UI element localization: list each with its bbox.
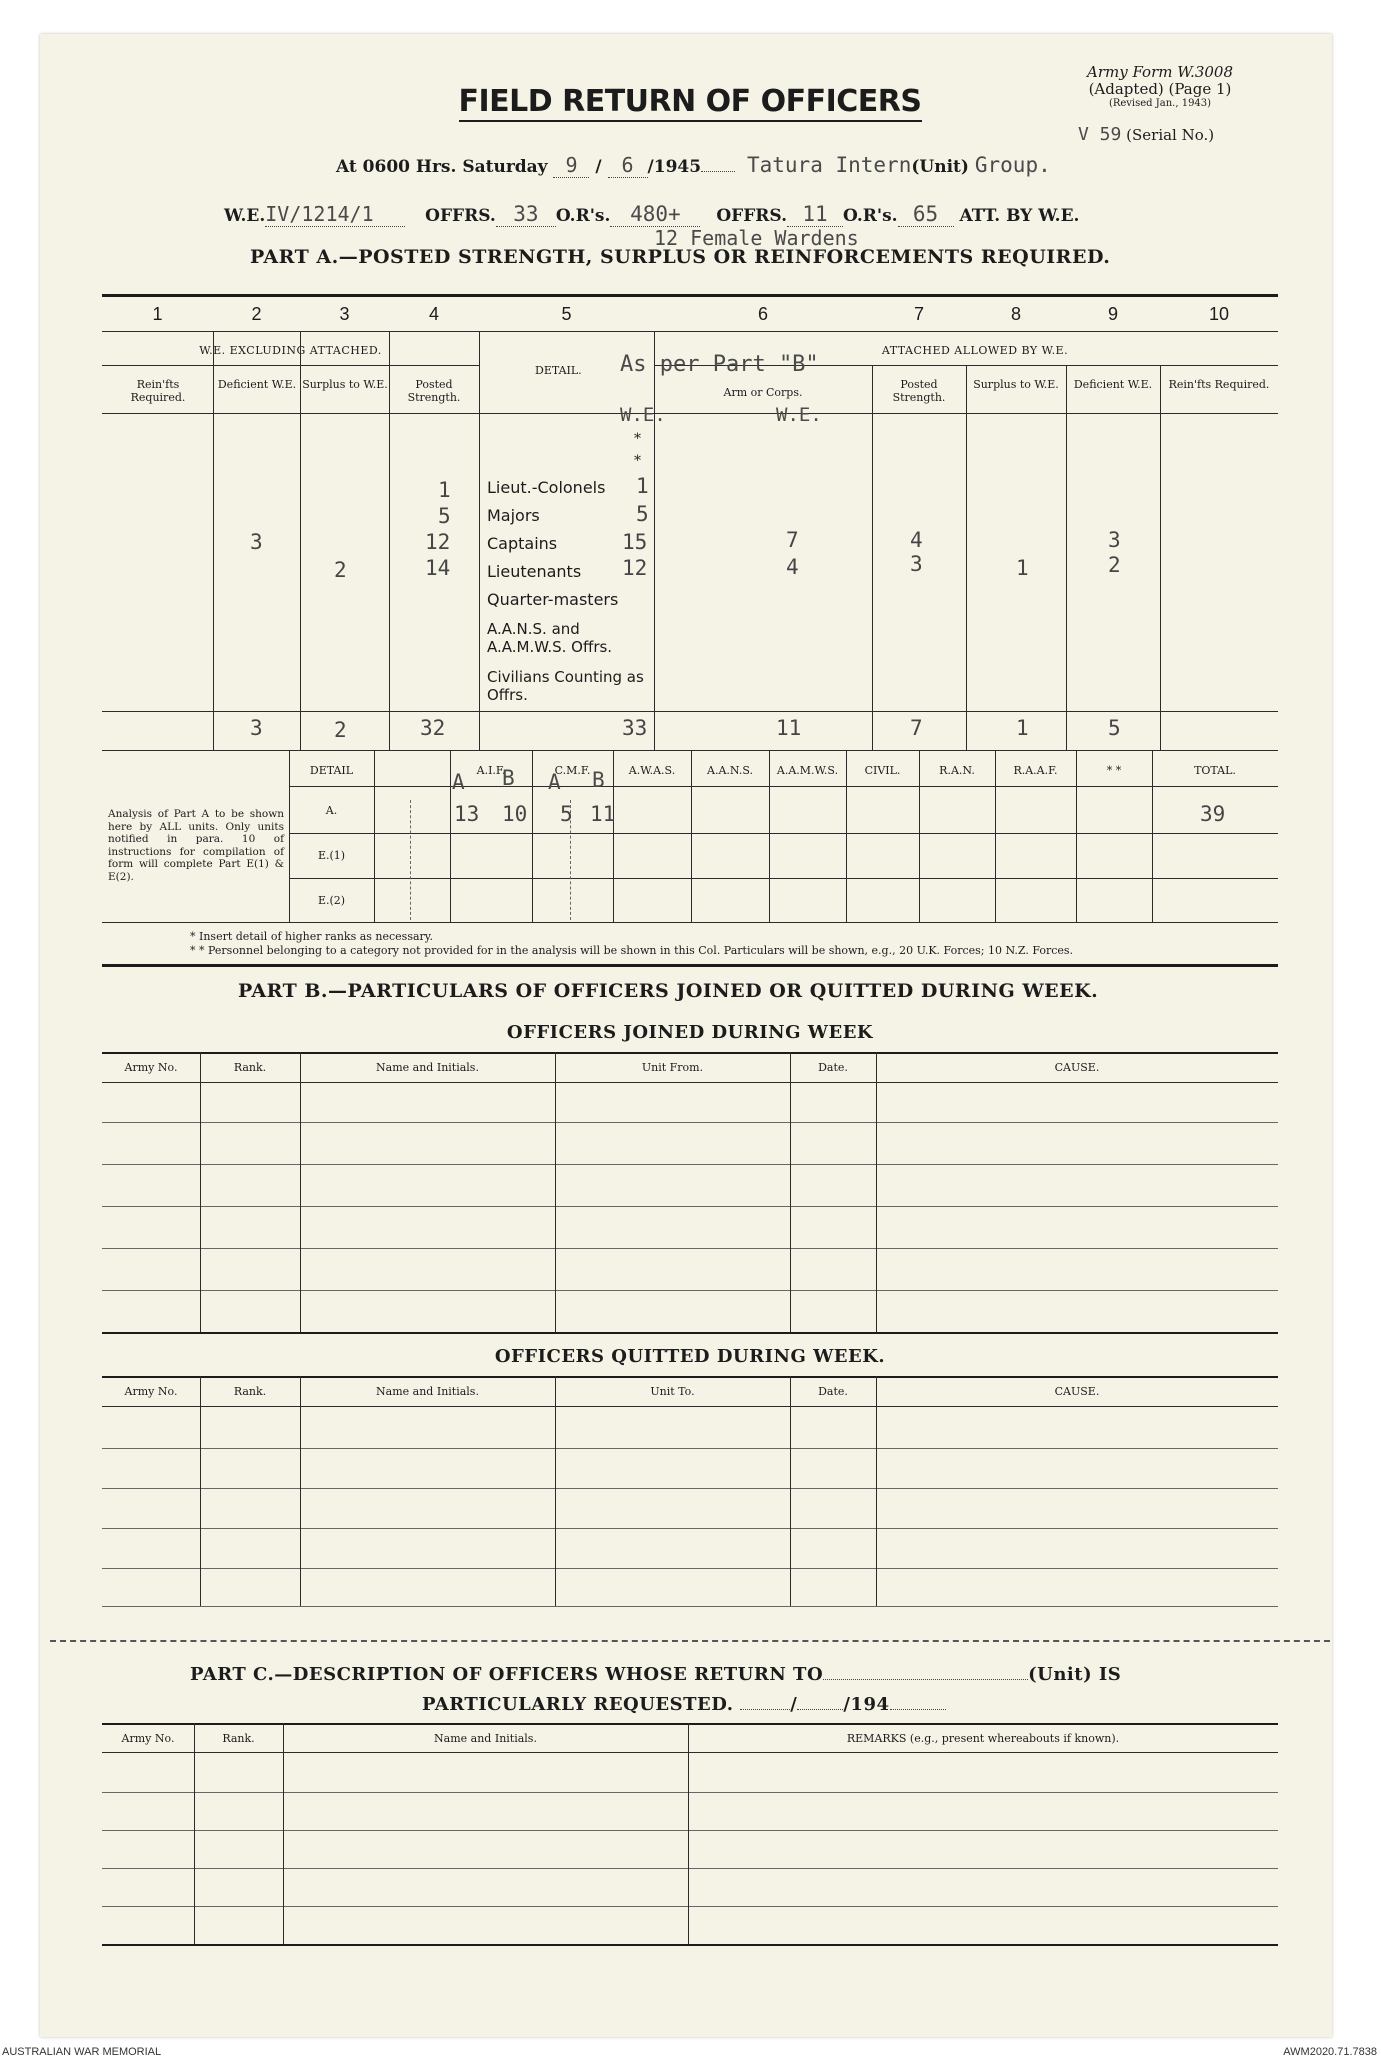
analysis-header: * * bbox=[1106, 764, 1122, 777]
unit-label: (Unit) bbox=[911, 157, 969, 177]
cmf-a-value: 5 bbox=[560, 802, 573, 826]
att-deficient-lieutenants: 2 bbox=[1108, 553, 1121, 577]
quitted-col: CAUSE. bbox=[1054, 1385, 1100, 1398]
analysis-row-label: E.(1) bbox=[317, 849, 346, 862]
part-c-row bbox=[102, 1830, 1278, 1831]
ors2-value: 65 bbox=[898, 202, 954, 227]
rank-label: Civilians Counting as Offrs. bbox=[487, 668, 644, 704]
col-number: 2 bbox=[251, 304, 262, 324]
analysis-header: CIVIL. bbox=[864, 764, 901, 777]
att-label: ATT. BY W.E. bbox=[959, 206, 1080, 226]
part-a-heading: PART A.—POSTED STRENGTH, SURPLUS OR REINFORCEMENTS REQUIRED. bbox=[250, 246, 1111, 268]
quitted-row bbox=[102, 1606, 1278, 1607]
analysis-header: C.M.F. bbox=[554, 764, 591, 777]
posted-lt-col: 1 bbox=[438, 478, 451, 502]
analysis-row-rule bbox=[289, 878, 1278, 879]
joined-row bbox=[102, 1164, 1278, 1165]
unit-typed-end: Group. bbox=[974, 153, 1051, 177]
part-c-row bbox=[102, 1792, 1278, 1793]
att-posted-lieutenants: 3 bbox=[910, 552, 923, 576]
ors-label: O.R's. bbox=[555, 206, 611, 226]
we-major: 5 bbox=[636, 502, 649, 526]
arm-header: Arm or Corps. bbox=[723, 386, 803, 399]
rank-label: A.A.N.S. and A.A.M.W.S. Offrs. bbox=[487, 620, 613, 656]
quitted-v bbox=[300, 1376, 301, 1606]
part-c-top-rule bbox=[102, 1723, 1278, 1725]
analysis-note: Analysis of Part A to be shown here by ALL units. Only units notified in para. 10 of instructions for compilation of form will complete Part E(1) & E(2). bbox=[108, 808, 284, 883]
col-number: 1 bbox=[152, 304, 163, 324]
col-number: 4 bbox=[428, 304, 439, 324]
quitted-v bbox=[555, 1376, 556, 1606]
v4 bbox=[479, 331, 480, 750]
att-we-captains: 7 bbox=[786, 528, 799, 552]
joined-top-rule bbox=[102, 1052, 1278, 1054]
surplus-lieutenants: 2 bbox=[334, 558, 347, 582]
part-a-bottom-rule bbox=[102, 964, 1278, 967]
quitted-row bbox=[102, 1528, 1278, 1529]
subheader-att-deficient: Deficient W.E. bbox=[1073, 378, 1153, 391]
joined-v bbox=[300, 1052, 301, 1332]
joined-row bbox=[102, 1248, 1278, 1249]
quitted-col: Rank. bbox=[233, 1385, 267, 1398]
quitted-v bbox=[790, 1376, 791, 1606]
analysis-header: R.A.N. bbox=[939, 764, 975, 777]
joined-heading: OFFICERS JOINED DURING WEEK bbox=[506, 1022, 874, 1043]
part-c-v bbox=[283, 1723, 284, 1944]
joined-v bbox=[200, 1052, 201, 1332]
total-att-we: 11 bbox=[776, 716, 802, 740]
v2 bbox=[300, 331, 301, 750]
part-c-heading-start: PART C.—DESCRIPTION OF OFFICERS WHOSE RETURN TO bbox=[190, 1664, 824, 1685]
date-month: 6 bbox=[608, 153, 648, 178]
total-posted: 32 bbox=[420, 716, 446, 740]
we-value: IV/1214/1 bbox=[265, 202, 405, 227]
col-number: 6 bbox=[757, 304, 768, 324]
detail-header: DETAIL. bbox=[535, 364, 582, 377]
joined-v bbox=[555, 1052, 556, 1332]
form-ref-line1: Army Form W.3008 bbox=[1087, 63, 1233, 81]
offrs2-value: 11 bbox=[787, 202, 843, 227]
subheader-surplus: Surplus to W.E. bbox=[302, 378, 388, 391]
rank-label: Lieutenants bbox=[487, 562, 582, 581]
v6 bbox=[872, 365, 873, 750]
posted-captains: 12 bbox=[425, 530, 451, 554]
we-lt-col: 1 bbox=[636, 474, 649, 498]
joined-bottom-rule bbox=[102, 1332, 1278, 1334]
quitted-v bbox=[200, 1376, 201, 1606]
we-line bbox=[224, 202, 1079, 227]
quitted-row bbox=[102, 1488, 1278, 1489]
posted-major: 5 bbox=[438, 504, 451, 528]
footer-left: AUSTRALIAN WAR MEMORIAL bbox=[2, 2046, 162, 2058]
we-excl-rule bbox=[102, 365, 479, 366]
joined-col: Date. bbox=[818, 1061, 848, 1074]
aif-split bbox=[410, 800, 411, 920]
serial-number bbox=[1078, 124, 1214, 145]
joined-header-rule bbox=[102, 1082, 1278, 1083]
deficient-captains: 3 bbox=[250, 530, 263, 554]
form-ref-line2: (Adapted) (Page 1) bbox=[1088, 80, 1232, 98]
rank-label: Majors bbox=[487, 506, 540, 525]
footnote-2: * * Personnel belonging to a category not provided for in the analysis will be shown in this Col. Particulars will be shown, e.g., 20 U.K. Forces; 10 N.Z. Forces. bbox=[190, 944, 1074, 957]
part-c-line2: PARTICULARLY REQUESTED. / /194 bbox=[422, 1694, 946, 1715]
part-c-row bbox=[102, 1868, 1278, 1869]
analysis-header: R.A.A.F. bbox=[1013, 764, 1058, 777]
joined-row bbox=[102, 1206, 1278, 1207]
analysis-total-value: 39 bbox=[1200, 802, 1226, 826]
rank-label: Captains bbox=[487, 534, 558, 553]
total-surplus: 2 bbox=[334, 718, 347, 742]
col-number: 7 bbox=[913, 304, 924, 324]
quitted-heading: OFFICERS QUITTED DURING WEEK. bbox=[494, 1346, 886, 1367]
cmf-b-label: B bbox=[592, 768, 605, 792]
joined-col: Name and Initials. bbox=[376, 1061, 479, 1074]
subheader-posted: Posted Strength. bbox=[407, 378, 461, 404]
analysis-row-label: A. bbox=[325, 804, 338, 817]
part-c-header-rule bbox=[102, 1752, 1278, 1753]
part-c-v bbox=[194, 1723, 195, 1944]
we-label: W.E. bbox=[224, 206, 266, 226]
serial-label: (Serial No.) bbox=[1126, 126, 1215, 144]
quitted-col: Army No. bbox=[124, 1385, 178, 1398]
rank-label: Quarter-masters bbox=[487, 590, 619, 609]
col-number: 10 bbox=[1208, 304, 1230, 324]
part-c-col: Army No. bbox=[121, 1732, 175, 1745]
quitted-col: Unit To. bbox=[650, 1385, 695, 1398]
attached-header: ATTACHED ALLOWED BY W.E. bbox=[881, 344, 1069, 357]
subheader-att-posted: Posted Strength. bbox=[892, 378, 946, 404]
unit-typed: Tatura Intern bbox=[746, 153, 912, 177]
total-att-posted: 7 bbox=[910, 716, 923, 740]
aif-b-value: 10 bbox=[502, 802, 528, 826]
date-at-label: At 0600 Hrs. Saturday bbox=[336, 157, 548, 177]
as-per-note: As per Part "B" bbox=[620, 352, 819, 377]
date-year: /1945 bbox=[647, 157, 702, 177]
analysis-bottom-rule bbox=[102, 922, 1278, 923]
att-surplus-lieutenants: 1 bbox=[1016, 556, 1029, 580]
att-we-lieutenants: 4 bbox=[786, 555, 799, 579]
col-number: 9 bbox=[1107, 304, 1118, 324]
part-c-bottom-rule bbox=[102, 1944, 1278, 1946]
subheader-rule bbox=[102, 413, 1278, 414]
quitted-header-rule bbox=[102, 1406, 1278, 1407]
analysis-header: TOTAL. bbox=[1194, 764, 1236, 777]
analysis-header: A.A.N.S. bbox=[707, 764, 753, 777]
part-c-row bbox=[102, 1906, 1278, 1907]
quitted-row bbox=[102, 1568, 1278, 1569]
posted-lieutenants: 14 bbox=[425, 556, 451, 580]
joined-col: Unit From. bbox=[641, 1061, 704, 1074]
joined-row bbox=[102, 1290, 1278, 1291]
analysis-header: A.I.F. bbox=[476, 764, 506, 777]
v3 bbox=[389, 331, 390, 750]
total-we: 33 bbox=[622, 716, 648, 740]
col-number: 8 bbox=[1010, 304, 1021, 324]
we-left-label: W.E. bbox=[620, 404, 666, 426]
quitted-top-rule bbox=[102, 1376, 1278, 1378]
joined-col: Rank. bbox=[233, 1061, 267, 1074]
analysis-header: A.W.A.S. bbox=[628, 764, 676, 777]
total-deficient: 3 bbox=[250, 716, 263, 740]
offrs2-label: OFFRS. bbox=[716, 206, 787, 226]
rank-label: Lieut.-Colonels bbox=[487, 478, 606, 497]
date-day: 9 bbox=[553, 153, 589, 178]
ors2-label: O.R's. bbox=[843, 206, 898, 226]
we-captains: 15 bbox=[622, 530, 648, 554]
analysis-header-rule bbox=[289, 786, 1278, 787]
subheader-att-surplus: Surplus to W.E. bbox=[973, 378, 1059, 391]
quitted-row bbox=[102, 1448, 1278, 1449]
part-c-heading bbox=[190, 1664, 1121, 1685]
aif-b-label: B bbox=[502, 766, 515, 790]
subheader-reinfts: Rein'fts Required. bbox=[130, 378, 186, 404]
form-ref-line3: (Revised Jan., 1943) bbox=[1108, 98, 1212, 109]
att-deficient-captains: 3 bbox=[1108, 528, 1121, 552]
subheader-deficient: Deficient W.E. bbox=[217, 378, 297, 391]
offrs-label: OFFRS. bbox=[425, 206, 496, 226]
form-reference bbox=[1050, 64, 1270, 110]
total-att-deficient: 5 bbox=[1108, 716, 1121, 740]
quitted-col: Date. bbox=[818, 1385, 848, 1398]
part-c-requested: PARTICULARLY REQUESTED. bbox=[422, 1694, 734, 1715]
analysis-row-rule bbox=[289, 833, 1278, 834]
we-lieutenants: 12 bbox=[622, 556, 648, 580]
analysis-header: DETAIL bbox=[309, 764, 354, 777]
offrs-value: 33 bbox=[496, 202, 556, 227]
footnote-1: * Insert detail of higher ranks as necessary. bbox=[190, 930, 434, 943]
joined-col: CAUSE. bbox=[1054, 1061, 1100, 1074]
page-title: FIELD RETURN OF OFFICERS bbox=[440, 84, 940, 119]
joined-row bbox=[102, 1122, 1278, 1123]
part-c-v bbox=[688, 1723, 689, 1944]
part-c-col: Name and Initials. bbox=[434, 1732, 537, 1745]
analysis-row-label: E.(2) bbox=[317, 894, 346, 907]
cmf-a-label: A bbox=[548, 770, 561, 794]
aif-a-value: 13 bbox=[454, 802, 480, 826]
v1 bbox=[213, 331, 214, 750]
rank-asterisks: * * bbox=[634, 431, 641, 469]
we-right-label: W.E. bbox=[776, 404, 822, 426]
part-c-year: /194 bbox=[843, 1694, 890, 1715]
v8 bbox=[1066, 365, 1067, 750]
part-a-top-rule bbox=[102, 294, 1278, 297]
quitted-col: Name and Initials. bbox=[376, 1385, 479, 1398]
joined-col: Army No. bbox=[124, 1061, 178, 1074]
wardens-note: 12 Female Wardens bbox=[654, 226, 859, 250]
part-c-heading-end: (Unit) IS bbox=[1028, 1664, 1122, 1685]
footer-right: AWM2020.71.7838 bbox=[1283, 2046, 1377, 2058]
v7 bbox=[966, 365, 967, 750]
perforation-line bbox=[50, 1640, 1330, 1642]
date-line: At 0600 Hrs. Saturday 9 / 6 /1945 Tatura Intern(Unit) Group. bbox=[336, 153, 1051, 177]
cmf-b-value: 11 bbox=[590, 802, 616, 826]
serial-value: V 59 bbox=[1078, 124, 1122, 145]
analysis-v bbox=[374, 750, 375, 922]
ors-value: 480+ bbox=[610, 202, 700, 227]
col-number: 3 bbox=[339, 304, 350, 324]
analysis-header: A.A.M.W.S. bbox=[776, 764, 839, 777]
col-number-rule bbox=[102, 331, 1278, 332]
joined-v bbox=[876, 1052, 877, 1332]
v9 bbox=[1160, 365, 1161, 750]
part-c-col: Rank. bbox=[222, 1732, 255, 1745]
att-posted-captains: 4 bbox=[910, 528, 923, 552]
we-excl-header: W.E. EXCLUDING ATTACHED. bbox=[199, 344, 382, 357]
quitted-v bbox=[876, 1376, 877, 1606]
aif-a-label: A bbox=[452, 770, 465, 794]
subheader-att-reinfts: Rein'fts Required. bbox=[1168, 378, 1270, 391]
total-att-surplus: 1 bbox=[1016, 716, 1029, 740]
part-c-col: REMARKS (e.g., present whereabouts if known). bbox=[846, 1732, 1120, 1745]
part-b-heading: PART B.—PARTICULARS OF OFFICERS JOINED OR QUITTED DURING WEEK. bbox=[238, 980, 1099, 1002]
col-number: 5 bbox=[561, 304, 572, 324]
joined-v bbox=[790, 1052, 791, 1332]
totals-top-rule bbox=[102, 711, 1278, 712]
totals-bottom-rule bbox=[102, 750, 1278, 751]
